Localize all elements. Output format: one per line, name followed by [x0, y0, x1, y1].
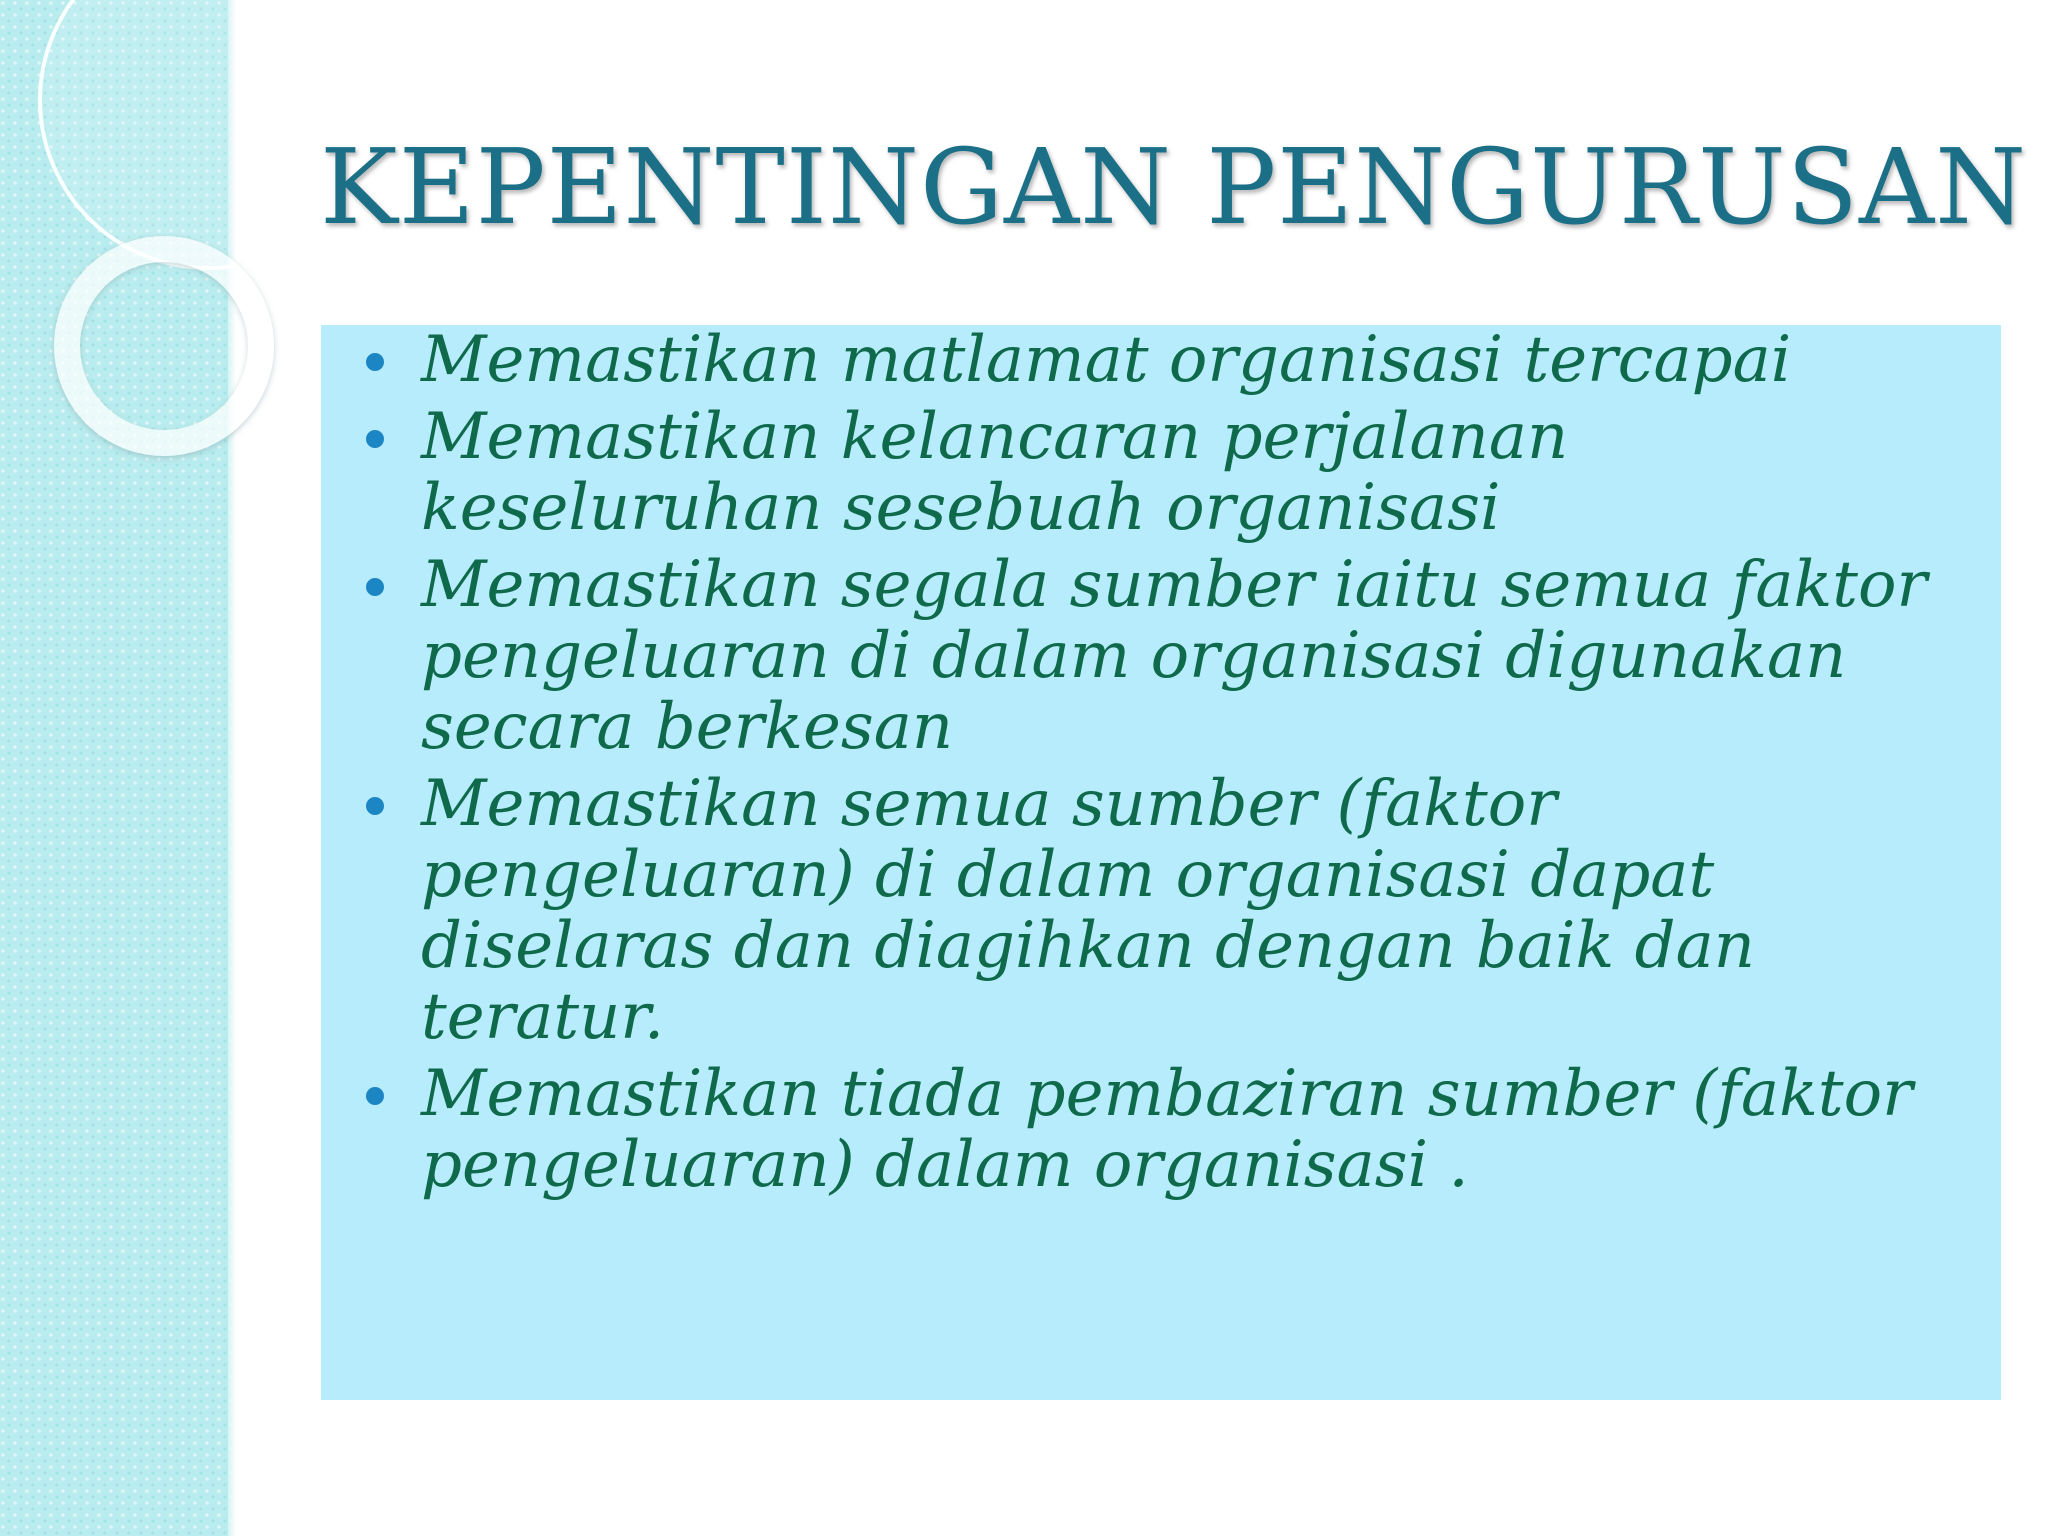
bullet-dot-icon: [366, 430, 384, 448]
bullet-item: [421, 1059, 1961, 1201]
bullet-text: Memastikan kelancaran perjalanan keseluruhan sesebuah organisasi: [421, 400, 1569, 545]
bullet-text: Memastikan matlamat organisasi tercapai: [421, 323, 1792, 397]
content-box: [321, 325, 2001, 1400]
bullet-dot-icon: [366, 353, 384, 371]
slide-title: KEPENTINGAN PENGURUSAN: [320, 126, 2028, 248]
bullet-dot-icon: [366, 797, 384, 815]
bullet-dot-icon: [366, 578, 384, 596]
bullet-dot-icon: [366, 1087, 384, 1105]
bullet-item: [421, 402, 1961, 544]
decorative-ring-small: [54, 236, 274, 456]
bullet-text: Memastikan semua sumber (faktor pengeluaran) di dalam organisasi dapat diselaras dan diagihkan dengan baik dan teratur.: [421, 767, 1755, 1054]
bullet-list: [421, 325, 1961, 1201]
bullet-text: Memastikan segala sumber iaitu semua faktor pengeluaran di dalam organisasi digunakan secara berkesan: [421, 548, 1928, 764]
bullet-item: [421, 769, 1961, 1053]
bullet-text: Memastikan tiada pembaziran sumber (faktor pengeluaran) dalam organisasi .: [421, 1057, 1913, 1202]
bullet-item: [421, 325, 1961, 396]
bullet-item: [421, 550, 1961, 763]
